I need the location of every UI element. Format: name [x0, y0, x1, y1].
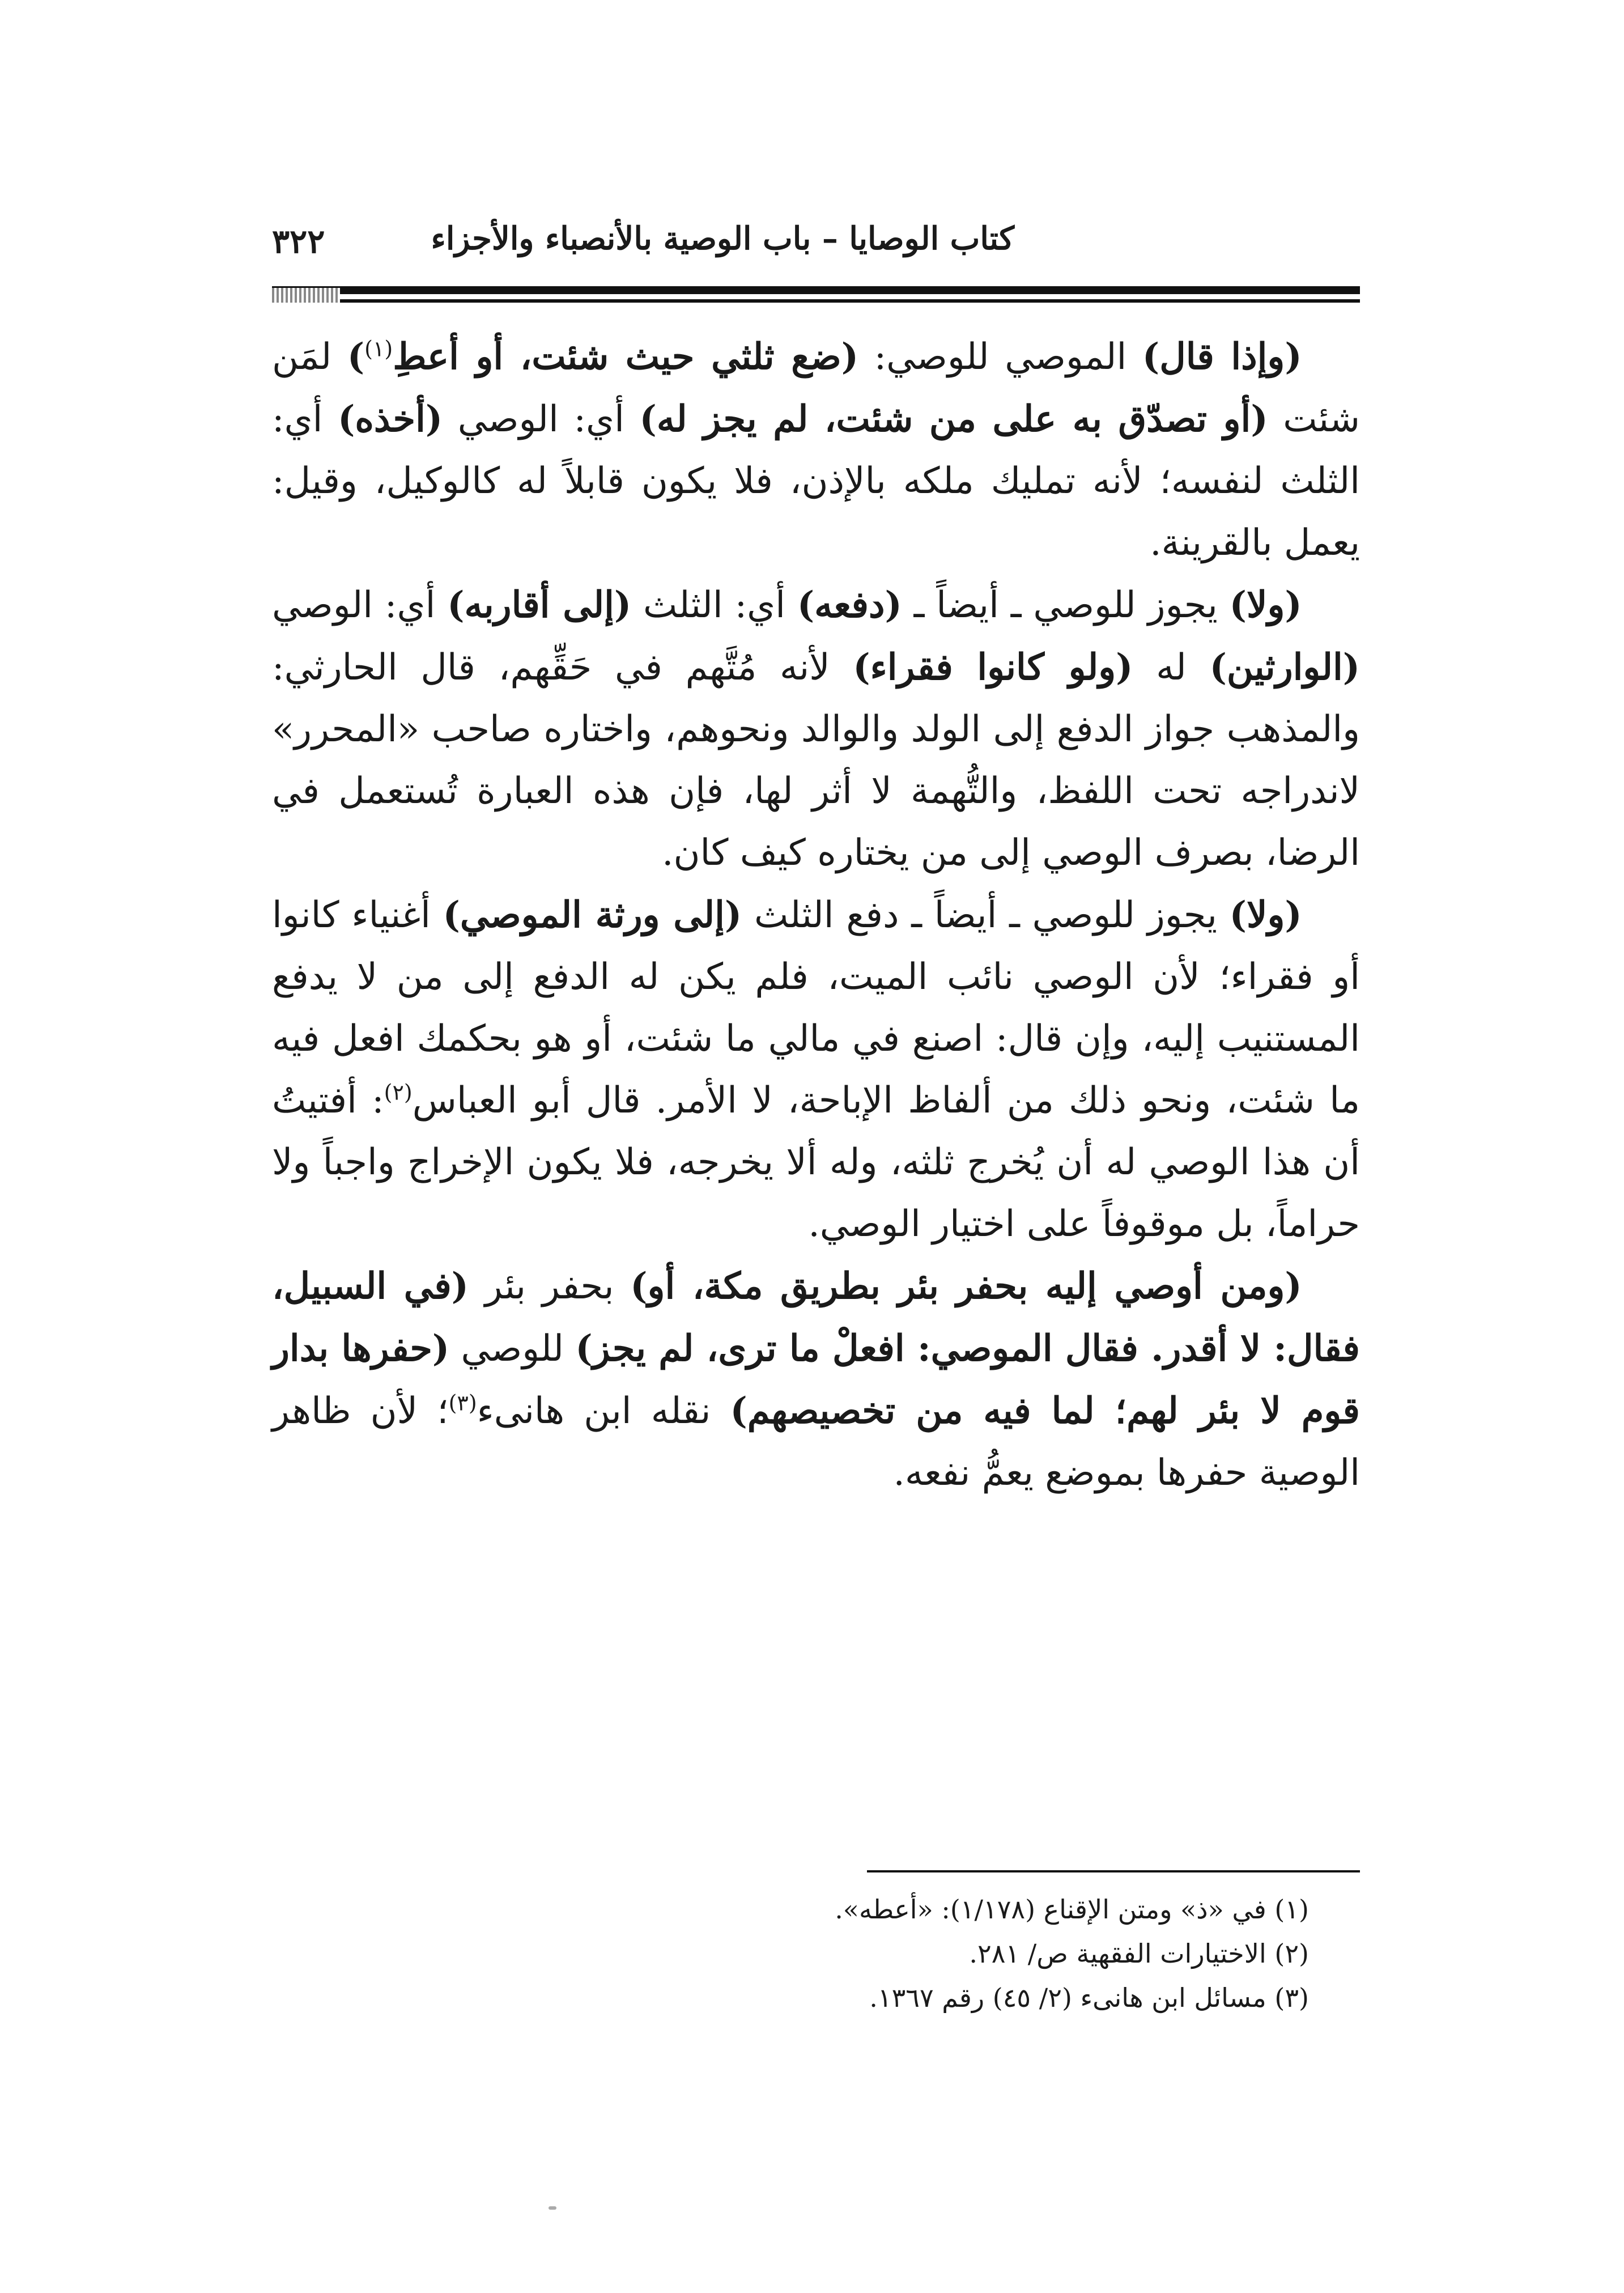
matn-text: (دفعه): [797, 584, 902, 626]
header-rule-thick: [272, 286, 1360, 294]
header-title: كتاب الوصايا – باب الوصية بالأنصباء والأجزاء: [431, 220, 1014, 257]
scan-speck: [549, 2206, 556, 2210]
paragraph: [272, 884, 1360, 1255]
matn-text: (إلى أقاربه): [447, 584, 632, 626]
paragraph: [272, 326, 1360, 574]
matn-text: (إلى ورثة الموصي): [443, 894, 742, 936]
sharh-text: أي: الوصي: [443, 398, 640, 440]
matn-text: ): [347, 336, 365, 378]
matn-text: (ضع ثلثي حيث شئت، أو أعطِ: [393, 336, 858, 378]
matn-text: (ومن أوصي إليه بحفر بئر بطريق مكة، أو): [630, 1265, 1302, 1307]
sharh-text: أي: الوصي: [272, 584, 448, 626]
footnotes: [272, 1887, 1360, 2020]
matn-text: (حفرها بدار قوم لا بئر لهم؛ لما فيه من تخصيصهم): [272, 1327, 1361, 1432]
sharh-text: أغنياء كانوا أو فقراء؛ لأن الوصي نائب الميت، فلم يكن له الدفع إلى من لا يدفع المستنيب إليه، وإن قال: اصنع في مالي ما شئت، أو هو بحكمك افعل فيه ما شئت، ونحو ذلك من ألفاظ الإباحة، لا الأمر. قال أبو العباس: [272, 894, 1361, 1122]
footnote-marker: (٢): [384, 1080, 413, 1105]
sharh-text: أي: الثلث: [631, 584, 797, 626]
sharh-text: بحفر بئر: [468, 1266, 631, 1307]
main-text: [272, 326, 1360, 1799]
sharh-text: نقله ابن هانىء: [477, 1390, 730, 1432]
paragraph: [272, 574, 1360, 884]
sharh-text: لأنه مُتَّهم في حَقِّهم، قال الحارثي: والمذهب جواز الدفع إلى الولد والوالد ونحوهم، واختاره صاحب «المحرر» لاندراجه تحت اللفظ، والتُّهمة لا أثر لها، فإن هذه العبارة تُستعمل في الرضا، بصرف الوصي إلى من يختاره كيف كان.: [272, 647, 1361, 874]
sharh-text: يجوز للوصي ـ أيضاً ـ: [902, 584, 1230, 626]
matn-text: (ولا): [1229, 894, 1302, 936]
matn-text: (وإذا قال): [1142, 336, 1302, 378]
matn-text: (أو تصدّق به على من شئت، لم يجز له): [639, 398, 1268, 440]
matn-text: (الوارثين): [1209, 646, 1361, 689]
footnote-separator: [867, 1870, 1360, 1872]
sharh-text: لمَن شئت: [272, 336, 1361, 440]
footnote: (١) في «ذ» ومتن الإقناع (١/١٧٨): «أعطه».: [835, 1894, 1309, 1925]
matn-text: (ولو كانوا فقراء): [853, 646, 1133, 689]
page-number: ٣٢٢: [272, 222, 325, 261]
matn-text: (أخذه): [338, 398, 443, 440]
footnote-marker: (٣): [448, 1390, 477, 1416]
paragraph: [272, 1255, 1360, 1504]
footnote: (٢) الاختيارات الفقهية ص/ ٢٨١.: [969, 1938, 1309, 1969]
header-rule-thin: [272, 299, 1360, 303]
footnote-marker: (١): [364, 336, 393, 362]
matn-text: (ولا): [1229, 584, 1302, 626]
sharh-text: أي: الثلث لنفسه؛ لأنه تمليك ملكه بالإذن، فلا يكون قابلاً له كالوكيل، وقيل: يعمل بالقرينة.: [272, 398, 1361, 564]
sharh-text: يجوز للوصي ـ أيضاً ـ دفع الثلث: [742, 894, 1230, 936]
header-rule-ornament: [272, 288, 340, 303]
sharh-text: : أفتيتُ أن هذا الوصي له أن يُخرج ثلثه، وله ألا يخرجه، فلا يكون الإخراج واجباً ولا حراماً، بل موقوفاً على اختيار الوصي.: [272, 1080, 1360, 1245]
sharh-text: ؛ لأن ظاهر الوصية حفرها بموضع يعمُّ نفعه.: [272, 1390, 1360, 1494]
sharh-text: الموصي للوصي:: [858, 336, 1142, 378]
sharh-text: للوصي: [449, 1328, 576, 1370]
footnote: (٣) مسائل ابن هانىء (٢/ ٤٥) رقم ١٣٦٧.: [869, 1982, 1309, 2013]
sharh-text: له: [1133, 647, 1210, 689]
matn-text: (في السبيل، فقال: لا أقدر. فقال الموصي: افعلْ ما ترى، لم يجز): [272, 1265, 1361, 1370]
running-header: [272, 220, 1360, 271]
